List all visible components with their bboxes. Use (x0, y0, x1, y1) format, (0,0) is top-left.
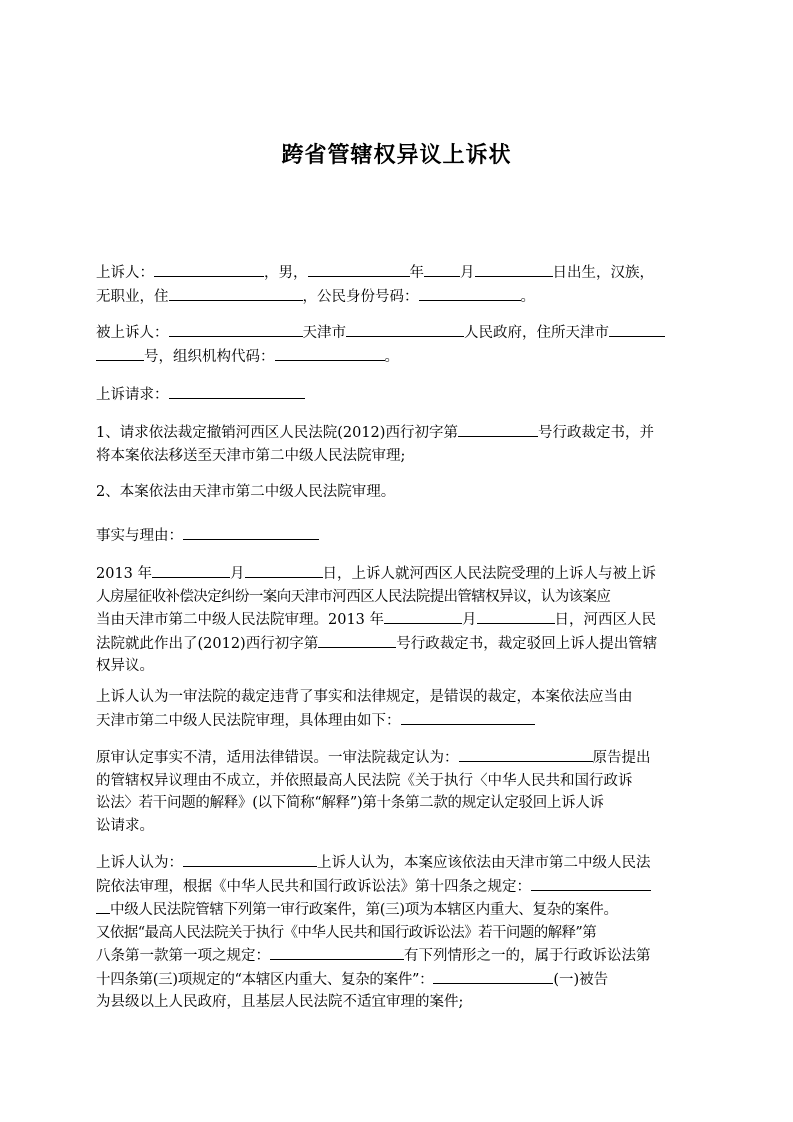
text: 人房屋征收补偿决定纠纷一案向天津市河西区人民法院提出管辖权异议，认为该案应 (96, 588, 611, 605)
facts-label-line (96, 524, 704, 548)
blank-field (477, 608, 555, 624)
blank-field (609, 321, 665, 337)
blank-field (245, 562, 323, 578)
blank-field (169, 285, 303, 301)
text: 上诉人认为，本案应该依法由天津市第二中级人民法 (317, 855, 651, 871)
text: 天津市 (302, 325, 346, 341)
blank-field (169, 321, 303, 337)
text: 人民政府，住所天津市 (464, 325, 609, 341)
blank-field (96, 898, 110, 914)
text: 年 (409, 265, 424, 281)
blank-field (433, 968, 553, 984)
text: 日，河西区人民 (554, 612, 657, 628)
text: ，男， (264, 265, 308, 281)
text: 十四条第(三)项规定的“本辖区内重大、复杂的案件”： (96, 971, 434, 988)
blank-field (346, 321, 464, 337)
blank-field (475, 261, 553, 277)
document-title: 跨省管辖权异议上诉状 (281, 143, 512, 168)
blank-field (308, 261, 410, 277)
text: 号行政裁定书，并 (537, 425, 654, 441)
text: 为县级以上人民政府，且基层人民法院不适宜审理的案件; (96, 994, 464, 1010)
facts-paragraph-2 (96, 686, 704, 732)
text: 原审认定事实不清，适用法律错误。一审法院裁定认为： (96, 750, 459, 766)
text: 权异议。 (96, 658, 154, 674)
blank-field (275, 345, 385, 361)
blank-field (531, 875, 651, 891)
text: (一)被告 (553, 971, 609, 988)
text: 讼法〉若干问题的解释》(以下简称“解释”)第十条第二款的规定认定驳回上诉人诉 (96, 795, 604, 811)
appellant-section (96, 261, 704, 308)
text: 2、本案依法由天津市第二中级人民法院审理。 (96, 484, 396, 500)
text: 的管辖权异议理由不成立，并依照最高人民法院《关于执行〈中华人民共和国行政诉 (96, 772, 633, 789)
blank-field (458, 421, 538, 437)
text: 号，组织机构代码： (144, 348, 275, 365)
text: 上诉人认为： (96, 855, 183, 871)
text: 有下列情形之一的，属于行政诉讼法第 (404, 948, 651, 964)
blank-field (459, 746, 593, 762)
blank-field (154, 261, 264, 277)
blank-field (169, 383, 305, 399)
blank-field (270, 944, 404, 960)
blank-field (384, 608, 462, 624)
text: 法院就此作出了(2012)西行初字第 (96, 635, 319, 652)
text: 中级人民法院管辖下列第一审行政案件，第(三)项为本辖区内重大、复杂的案件。 (110, 902, 618, 918)
text: 无职业，住 (96, 288, 169, 305)
text: 日出生，汉族， (552, 265, 654, 281)
blank-field (152, 562, 230, 578)
text: 。 (384, 348, 399, 365)
text: 月 (462, 612, 477, 628)
appellee-label: 被上诉人： (96, 325, 169, 341)
text: 原告提出 (592, 750, 651, 766)
facts-paragraph-4 (96, 851, 704, 1014)
text: 八条第一款第一项之规定： (96, 948, 270, 964)
text: 。 (520, 288, 535, 305)
text: 院依法审理，根据《中华人民共和国行政诉讼法》第十四条之规定： (96, 878, 531, 895)
blank-field (419, 285, 521, 301)
text: 将本案依法移送至天津市第二中级人民法院审理; (96, 447, 406, 464)
text: 2013 年 (96, 566, 153, 582)
appellant-label: 上诉人： (96, 265, 154, 281)
text: ，公民身份号码： (302, 288, 419, 305)
request-label-line (96, 383, 704, 407)
request-item-1 (96, 421, 704, 467)
text: 日，上诉人就河西区人民法院受理的上诉人与被上诉 (322, 566, 657, 582)
request-item-2 (96, 481, 704, 504)
blank-field (424, 261, 460, 277)
appellee-section (96, 321, 704, 368)
text: 号行政裁定书，裁定驳回上诉人提出管辖 (396, 635, 658, 652)
blank-field (318, 632, 396, 648)
text: 月 (460, 265, 475, 281)
text: 月 (230, 566, 245, 582)
facts-label: 事实与理由： (96, 528, 183, 544)
text: 又依据“最高人民法院关于执行《中华人民共和国行政诉讼法》若干问题的解释”第 (96, 924, 597, 941)
text: 讼请求。 (96, 817, 154, 834)
blank-field (96, 345, 144, 361)
text: 上诉人认为一审法院的裁定违背了事实和法律规定，是错误的裁定，本案依法应当由 (96, 689, 633, 705)
blank-field (183, 524, 319, 540)
facts-paragraph-1 (96, 562, 704, 678)
text: 1、请求依法裁定撤销河西区人民法院(2012)西行初字第 (96, 425, 458, 441)
blank-field (401, 709, 535, 725)
text: 当由天津市第二中级人民法院审理。2013 年 (96, 612, 385, 628)
facts-paragraph-3 (96, 746, 704, 837)
request-label: 上诉请求： (96, 387, 169, 403)
text: 天津市第二中级人民法院审理，具体理由如下： (96, 712, 401, 729)
blank-field (183, 851, 317, 867)
